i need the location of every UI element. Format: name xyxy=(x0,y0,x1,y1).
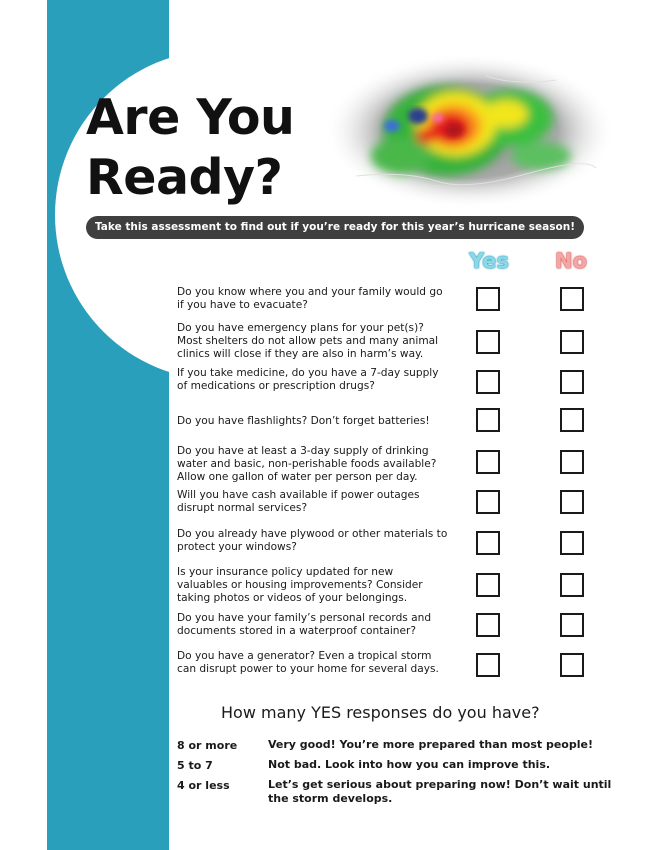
q2-yes-checkbox[interactable] xyxy=(476,330,500,354)
question-5: Do you have at least a 3-day supply of drinking water and basic, non-perishable foods available? Allow one gallon of water per person per day. xyxy=(177,445,437,483)
q8-no-checkbox[interactable] xyxy=(560,573,584,597)
q5-yes-checkbox[interactable] xyxy=(476,450,500,474)
hurricane-radar-image xyxy=(326,56,614,206)
q4-no-checkbox[interactable] xyxy=(560,408,584,432)
question-7: Do you already have plywood or other materials to protect your windows? xyxy=(177,528,448,553)
q9-no-checkbox[interactable] xyxy=(560,613,584,637)
question-6: Will you have cash available if power outages disrupt normal services? xyxy=(177,489,420,514)
q7-no-checkbox[interactable] xyxy=(560,531,584,555)
question-8: Is your insurance policy updated for new valuables or housing improvements? Consider taking photos or videos of your belongings. xyxy=(177,566,423,604)
q10-yes-checkbox[interactable] xyxy=(476,653,500,677)
question-10: Do you have a generator? Even a tropical storm can disrupt power to your home for several days. xyxy=(177,650,439,675)
title-line-2: Ready? xyxy=(86,149,283,206)
q8-yes-checkbox[interactable] xyxy=(476,573,500,597)
q4-yes-checkbox[interactable] xyxy=(476,408,500,432)
score-range-low: 4 or less xyxy=(177,779,230,792)
no-column-heading: No xyxy=(555,249,588,273)
question-3: If you take medicine, do you have a 7-day supply of medications or prescription drugs? xyxy=(177,367,439,392)
yes-count-question: How many YES responses do you have? xyxy=(221,703,540,722)
q6-yes-checkbox[interactable] xyxy=(476,490,500,514)
question-9: Do you have your family’s personal records and documents stored in a waterproof container? xyxy=(177,612,432,637)
q7-yes-checkbox[interactable] xyxy=(476,531,500,555)
yes-column-heading: Yes xyxy=(469,249,510,273)
title-line-1: Are You xyxy=(86,89,295,146)
intro-banner: Take this assessment to find out if you’re ready for this year’s hurricane season! xyxy=(86,216,584,239)
score-range-mid: 5 to 7 xyxy=(177,759,213,772)
q1-yes-checkbox[interactable] xyxy=(476,287,500,311)
score-range-high: 8 or more xyxy=(177,739,238,752)
score-text-mid: Not bad. Look into how you can improve this. xyxy=(268,758,551,771)
q3-yes-checkbox[interactable] xyxy=(476,370,500,394)
page-title xyxy=(86,88,294,208)
question-2: Do you have emergency plans for your pet(s)? Most shelters do not allow pets and many animal clinics will close if they are also in harm’s way. xyxy=(177,322,439,360)
q2-no-checkbox[interactable] xyxy=(560,330,584,354)
q1-no-checkbox[interactable] xyxy=(560,287,584,311)
question-4: Do you have flashlights? Don’t forget batteries! xyxy=(177,415,430,427)
q3-no-checkbox[interactable] xyxy=(560,370,584,394)
q6-no-checkbox[interactable] xyxy=(560,490,584,514)
q9-yes-checkbox[interactable] xyxy=(476,613,500,637)
question-1: Do you know where you and your family would go if you have to evacuate? xyxy=(177,286,443,311)
q10-no-checkbox[interactable] xyxy=(560,653,584,677)
score-text-low: Let’s get serious about preparing now! Don’t wait until the storm develops. xyxy=(268,778,612,805)
q5-no-checkbox[interactable] xyxy=(560,450,584,474)
score-text-high: Very good! You’re more prepared than most people! xyxy=(268,738,593,751)
